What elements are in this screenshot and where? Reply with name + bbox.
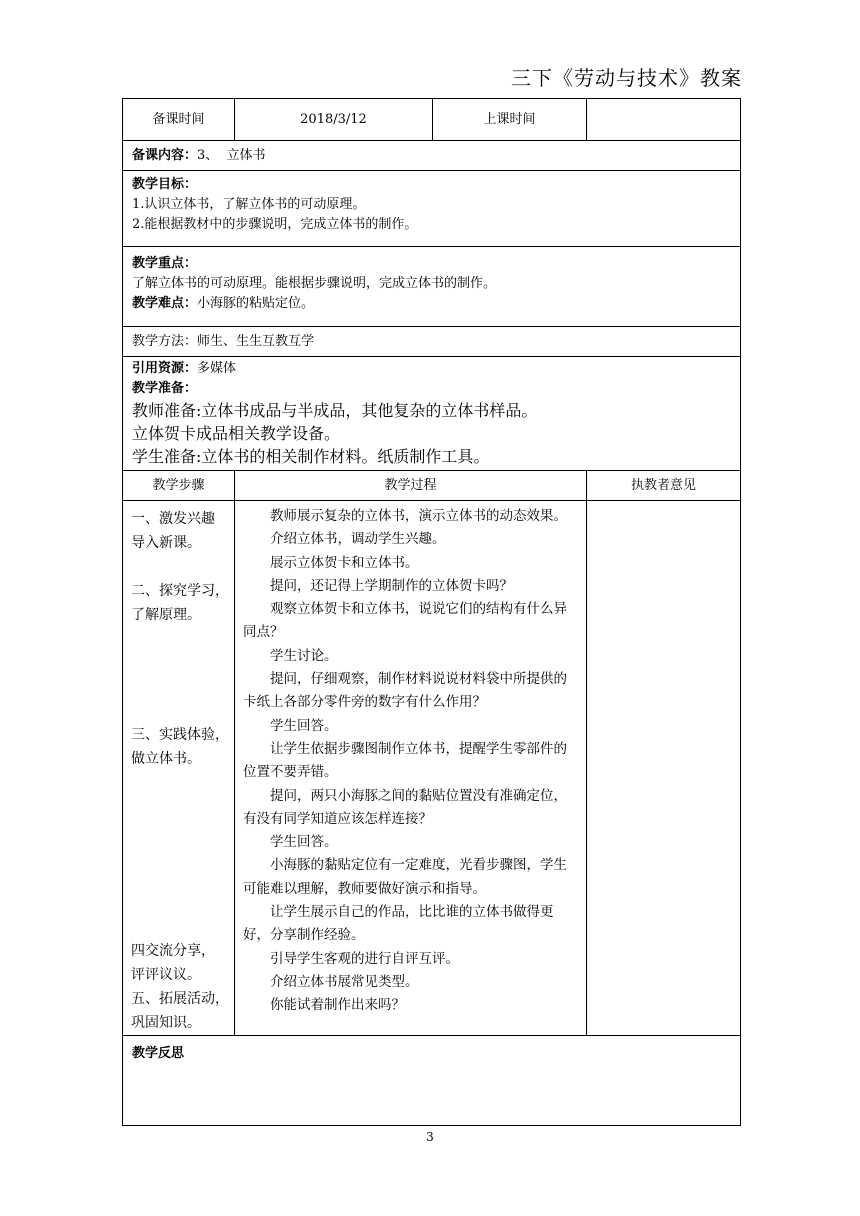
goals-row	[123, 171, 741, 247]
prep-line: 学生准备:立体书的相关制作材料。纸质制作工具。	[132, 447, 490, 466]
step-line	[131, 555, 230, 579]
step-line: 了解原理。	[131, 607, 201, 623]
time-row	[123, 99, 741, 141]
process-paragraph: 让学生展示自己的作品，比比谁的立体书做得更好，分享制作经验。	[243, 904, 554, 944]
opinion-cell	[587, 501, 741, 1036]
process-paragraph: 学生讨论。	[270, 647, 338, 664]
method-row	[123, 327, 741, 357]
process-paragraph: 观察立体贺卡和立体书，说说它们的结构有什么异同点？	[243, 601, 567, 641]
prep-line: 立体贺卡成品相关教学设备。	[132, 424, 341, 443]
step-line	[131, 795, 230, 819]
step-line: 评评议议。	[131, 967, 201, 983]
process-paragraph: 介绍立体书，调动学生兴趣。	[270, 531, 446, 548]
process-column-header: 教学过程	[235, 471, 587, 501]
difficulty-text: 小海豚的粘贴定位。	[197, 296, 315, 311]
page-number: 3	[426, 1130, 434, 1144]
key-points-label: 教学重点：	[132, 256, 198, 271]
step-line	[131, 675, 230, 699]
reflection-row	[123, 1036, 741, 1126]
steps-column-header: 教学步骤	[123, 471, 235, 501]
process-paragraph: 教师展示复杂的立体书，演示立体书的动态效果。	[270, 508, 567, 524]
prep-label: 教学准备：	[132, 381, 198, 396]
resources-value: 多媒体	[197, 361, 237, 376]
process-paragraph: 学生回答。	[270, 717, 338, 734]
step-line: 做立体书。	[131, 751, 201, 767]
step-line: 四交流分享，	[131, 943, 215, 959]
step-line	[131, 915, 230, 939]
process-paragraph: 小海豚的黏贴定位有一定难度，光看步骤图，学生可能难以理解，教师要做好演示和指导。	[243, 857, 567, 897]
step-line	[131, 843, 230, 867]
step-line: 导入新课。	[131, 535, 201, 551]
step-line	[131, 891, 230, 915]
method-text: 教学方法：师生、生生互教互学	[132, 333, 315, 349]
process-paragraph: 提问，两只小海豚之间的黏贴位置没有准确定位，有没有同学知道应该怎样连接？	[243, 787, 567, 827]
process-list	[235, 501, 586, 1018]
opinion-column-header: 执教者意见	[587, 471, 741, 501]
step-line: 五、拓展活动，	[131, 991, 229, 1007]
step-line	[131, 651, 230, 675]
process-paragraph: 提问，还记得上学期制作的立体贺卡吗？	[270, 577, 513, 594]
resources-label: 引用资源：	[132, 361, 198, 376]
teaching-body-row	[123, 501, 741, 1036]
prep-time-label: 备课时间	[123, 99, 235, 141]
lesson-plan-table	[122, 98, 741, 1126]
step-line: 巩固知识。	[131, 1015, 201, 1031]
columns-header-row	[123, 471, 741, 501]
content-label: 备课内容：	[132, 147, 198, 163]
content-value: 3、 立体书	[197, 147, 266, 163]
goals-label: 教学目标：	[132, 177, 198, 192]
prep-line: 教师准备:立体书成品与半成品，其他复杂的立体书样品。	[132, 401, 538, 420]
step-line	[131, 867, 230, 891]
key-points-text: 了解立体书的可动原理。能根据步骤说明，完成立体书的制作。	[132, 276, 497, 291]
process-paragraph: 引导学生客观的进行自评互评。	[270, 950, 459, 967]
step-line: 三、实践体验，	[131, 727, 229, 743]
process-paragraph: 让学生依据步骤图制作立体书，提醒学生零部件的位置不要弄错。	[243, 740, 567, 781]
key-points-row	[123, 247, 741, 327]
step-line	[131, 627, 230, 651]
prep-time-value: 2018/3/12	[235, 99, 433, 141]
step-line: 二、探究学习，	[131, 583, 229, 599]
content-row	[123, 141, 741, 171]
resources-row	[123, 357, 741, 471]
process-paragraph: 展示立体贺卡和立体书。	[270, 554, 419, 571]
step-line	[131, 699, 230, 723]
process-paragraph: 你能试着制作出来吗？	[270, 997, 405, 1014]
difficulty-label: 教学难点：	[132, 296, 198, 311]
goal-item: 1.认识立体书，了解立体书的可动原理。	[132, 197, 366, 212]
class-time-label: 上课时间	[433, 99, 587, 141]
goal-item: 2.能根据教材中的步骤说明，完成立体书的制作。	[132, 217, 418, 232]
step-line	[131, 771, 230, 795]
process-paragraph: 提问，仔细观察，制作材料说说材料袋中所提供的卡纸上各部分零件旁的数字有什么作用？	[243, 671, 567, 711]
reflection-label: 教学反思	[132, 1046, 185, 1061]
process-paragraph: 学生回答。	[270, 834, 338, 851]
document-header: 三下《劳动与技术》教案	[511, 66, 742, 90]
steps-list	[123, 501, 234, 1035]
step-line	[131, 819, 230, 843]
step-line: 一、激发兴趣	[131, 511, 215, 527]
process-paragraph: 介绍立体书展常见类型。	[270, 973, 419, 990]
class-time-value	[587, 99, 741, 141]
